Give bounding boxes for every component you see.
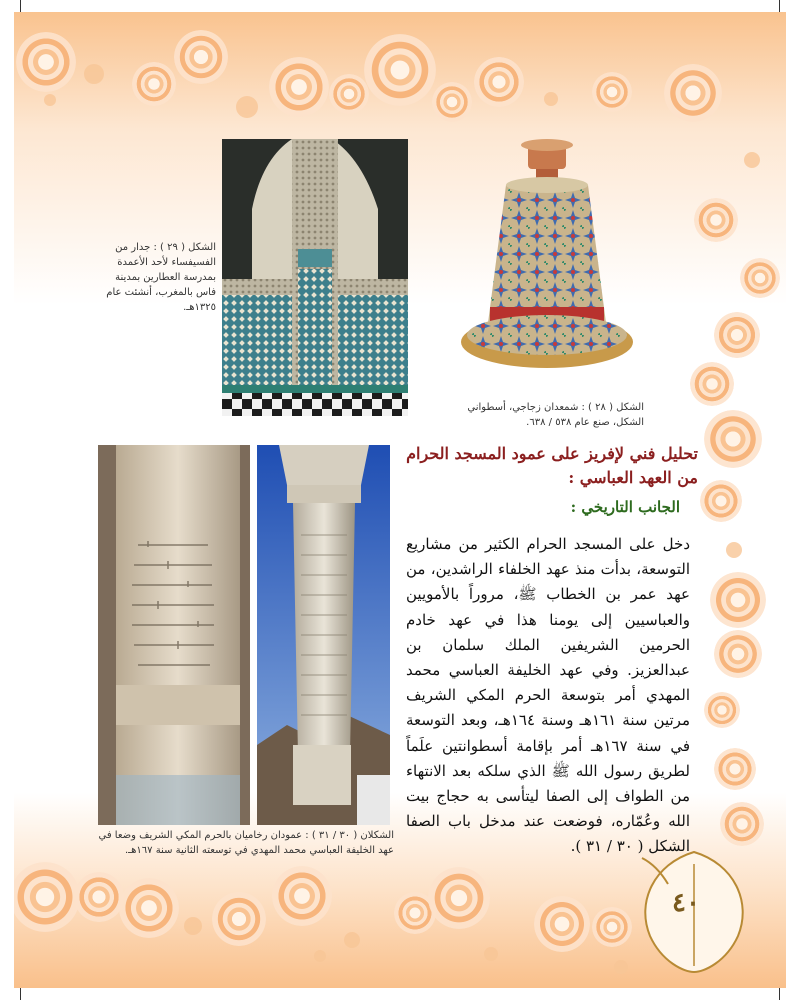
sun-ornament xyxy=(16,32,76,92)
sun-ornament xyxy=(174,30,228,84)
sun-ornament xyxy=(432,82,472,122)
sun-ornament xyxy=(690,362,734,406)
dot-ornament xyxy=(344,932,360,948)
sun-ornament xyxy=(710,572,766,628)
sun-ornament xyxy=(119,878,179,938)
sun-ornament xyxy=(714,630,762,678)
glass-candlestick-photo xyxy=(456,137,638,387)
dot-ornament xyxy=(184,917,202,935)
dot-ornament xyxy=(44,94,56,106)
page-number: ٤٠ xyxy=(672,888,700,918)
dot-ornament xyxy=(236,96,258,118)
sun-ornament xyxy=(714,748,756,790)
dot-ornament xyxy=(744,152,760,168)
marble-column-full-image xyxy=(257,445,390,825)
mosaic-wall-photo xyxy=(222,139,408,416)
sun-ornament xyxy=(704,692,740,728)
sun-ornament xyxy=(364,34,436,106)
marble-column-closeup-photo xyxy=(98,445,250,825)
page-frame xyxy=(14,12,786,988)
figure-28-caption: الشكل ( ٢٨ ) : شمعدان زجاجي، أسطواني الشكل، صنع عام ٥٣٨ / ٦٣٨. xyxy=(467,402,644,428)
sun-ornament xyxy=(592,72,632,112)
sun-ornament xyxy=(720,802,764,846)
sun-ornament xyxy=(664,64,722,122)
dot-ornament xyxy=(614,960,628,974)
sun-ornament xyxy=(592,907,632,947)
sun-ornament xyxy=(269,57,329,117)
sun-ornament xyxy=(14,862,80,932)
page-number-leaf xyxy=(634,844,754,978)
sun-ornament xyxy=(74,872,124,922)
marble-column-full-photo xyxy=(257,445,390,825)
glass-candlestick-image xyxy=(456,137,638,387)
dot-ornament xyxy=(484,947,498,961)
sun-ornament xyxy=(714,312,760,358)
sun-ornament xyxy=(534,896,590,952)
sun-ornament xyxy=(474,57,524,107)
dot-ornament xyxy=(84,64,104,84)
sun-ornament xyxy=(740,258,780,298)
mosaic-wall-image xyxy=(222,139,408,416)
figures-30-31-caption: الشكلان ( ٣٠ / ٣١ ) : عمودان رخاميان بالحرم المكي الشريف وضعا في عهد الخليفة العباسي محمد المهدي في توسعته الثانية سنة ١٦٧هـ. xyxy=(98,830,394,856)
figure-29-caption: الشكل ( ٢٩ ) : جدار من الفسيفساء لأحد الأعمدة بمدرسة العطارين بمدينة فاس بالمغرب، أنشئت عام ١٣٢٥هـ. xyxy=(106,242,216,313)
sun-ornament xyxy=(132,62,176,106)
sun-ornament xyxy=(694,198,738,242)
article-title: تحليل فني لإفريز على عمود المسجد الحرام من العهد العباسي : xyxy=(406,444,698,487)
article-paragraph: دخل على المسجد الحرام الكثير من مشاريع التوسعة، بدأت منذ عهد الخلفاء الراشدين، من عهد عمر بن الخطاب ﷺ، مروراً بالأمويين والعباسيين إلى يومنا هذا في عهد خادم الحرمين الشريفين الملك سلمان بن عبدالعزيز. وفي عهد الخليفة العباسي محمد المهدي أمر بتوسعة الحرم المكي الشريف مرتين سنة ١٦١هـ وسنة ١٦٤هـ، وبعد التوسعة في سنة ١٦٧هـ أمر بإقامة أسطوانتين علَماً لطريق رسول الله ﷺ الذي سلكه بعد الانتهاء من الطواف إلى الصفا ليتأسى به حجاج بيت الله وعُمّاره، فوضعت عند مدخل باب الصفا الشكل ( ٣٠ / ٣١ ). xyxy=(406,535,690,856)
dot-ornament xyxy=(544,92,558,106)
dot-ornament xyxy=(726,542,742,558)
sun-ornament xyxy=(329,74,369,114)
section-heading: الجانب التاريخي : xyxy=(570,498,680,516)
marble-column-closeup-image xyxy=(98,445,250,825)
sun-ornament xyxy=(700,480,742,522)
sun-ornament xyxy=(428,867,490,929)
sun-ornament xyxy=(212,892,266,946)
dot-ornament xyxy=(314,950,326,962)
sun-ornament xyxy=(704,410,762,468)
sun-ornament xyxy=(272,866,332,926)
